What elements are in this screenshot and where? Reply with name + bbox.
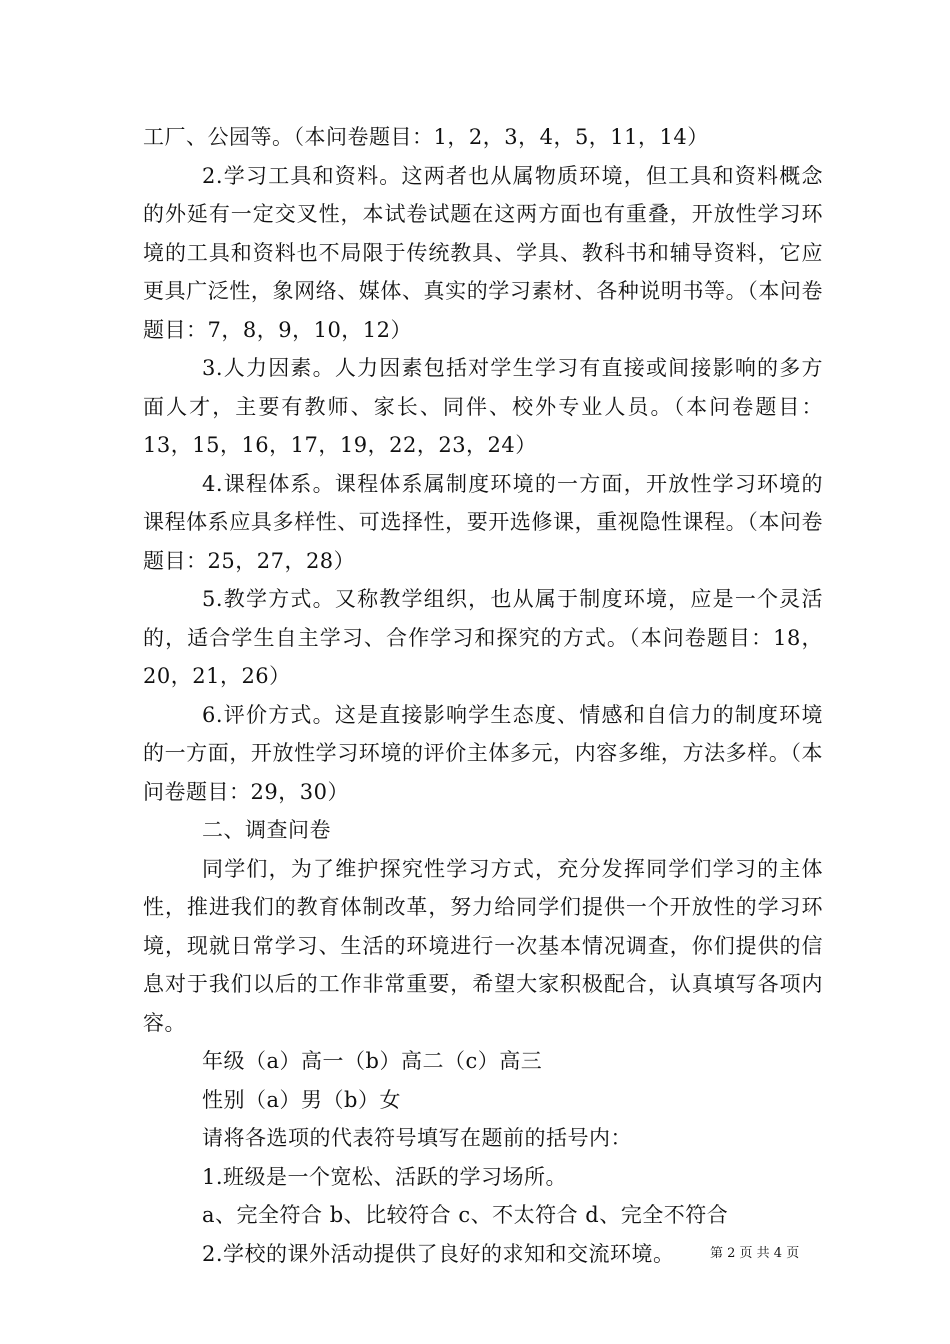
paragraph-evaluation: 6.评价方式。这是直接影响学生态度、情感和自信力的制度环境的一方面，开放性学习环境的评价主体多元，内容多维，方法多样。（本问卷题目：29，30）	[143, 702, 823, 804]
paragraph-teaching-method: 5.教学方式。又称教学组织，也从属于制度环境，应是一个灵活的，适合学生自主学习、合作学习和探究的方式。（本问卷题目：18，20，21，26）	[143, 587, 823, 688]
paragraph-intro: 同学们，为了维护探究性学习方式，充分发挥同学们学习的主体性，推进我们的教育体制改革，努力给同学们提供一个开放性的学习环境，现就日常学习、生活的环境进行一次基本情况调查，你们提供的信息对于我们以后的工作非常重要，希望大家积极配合，认真填写各项内容。	[143, 856, 823, 1035]
paragraph-continuation: 工厂、公园等。（本问卷题目：1，2，3，4，5，11，14）	[143, 125, 709, 149]
question-2: 2.学校的课外活动提供了良好的求知和交流环境。	[202, 1241, 675, 1266]
document-body	[143, 118, 823, 1273]
section-heading-questionnaire: 二、调查问卷	[202, 818, 331, 842]
field-gender: 性别（a）男（b）女	[202, 1087, 401, 1112]
paragraph-tools-materials: 2.学习工具和资料。这两者也从属物质环境，但工具和资料概念的外延有一定交叉性，本试卷试题在这两方面也有重叠，开放性学习环境的工具和资料也不局限于传统教具、学具、教科书和辅导资料，它应更具广泛性，象网络、媒体、真实的学习素材、各种说明书等。（本问卷题目：7，8，9，10，12）	[143, 163, 823, 342]
question-1: 1.班级是一个宽松、活跃的学习场所。	[202, 1164, 568, 1189]
instruction-line: 请将各选项的代表符号填写在题前的括号内：	[202, 1126, 632, 1150]
field-grade: 年级（a）高一（b）高二（c）高三	[202, 1049, 543, 1073]
paragraph-curriculum: 4.课程体系。课程体系属制度环境的一方面，开放性学习环境的课程体系应具多样性、可选择性，要开选修课，重视隐性课程。（本问卷题目：25，27，28）	[143, 471, 823, 573]
paragraph-human-factors: 3.人力因素。人力因素包括对学生学习有直接或间接影响的多方面人才，主要有教师、家长、同伴、校外专业人员。（本问卷题目：13，15，16，17，19，22，23，24）	[143, 356, 823, 457]
page-number-footer: 第 2 页 共 4 页	[710, 1246, 800, 1261]
question-1-options: a、完全符合 b、比较符合 c、不太符合 d、完全不符合	[202, 1203, 729, 1227]
